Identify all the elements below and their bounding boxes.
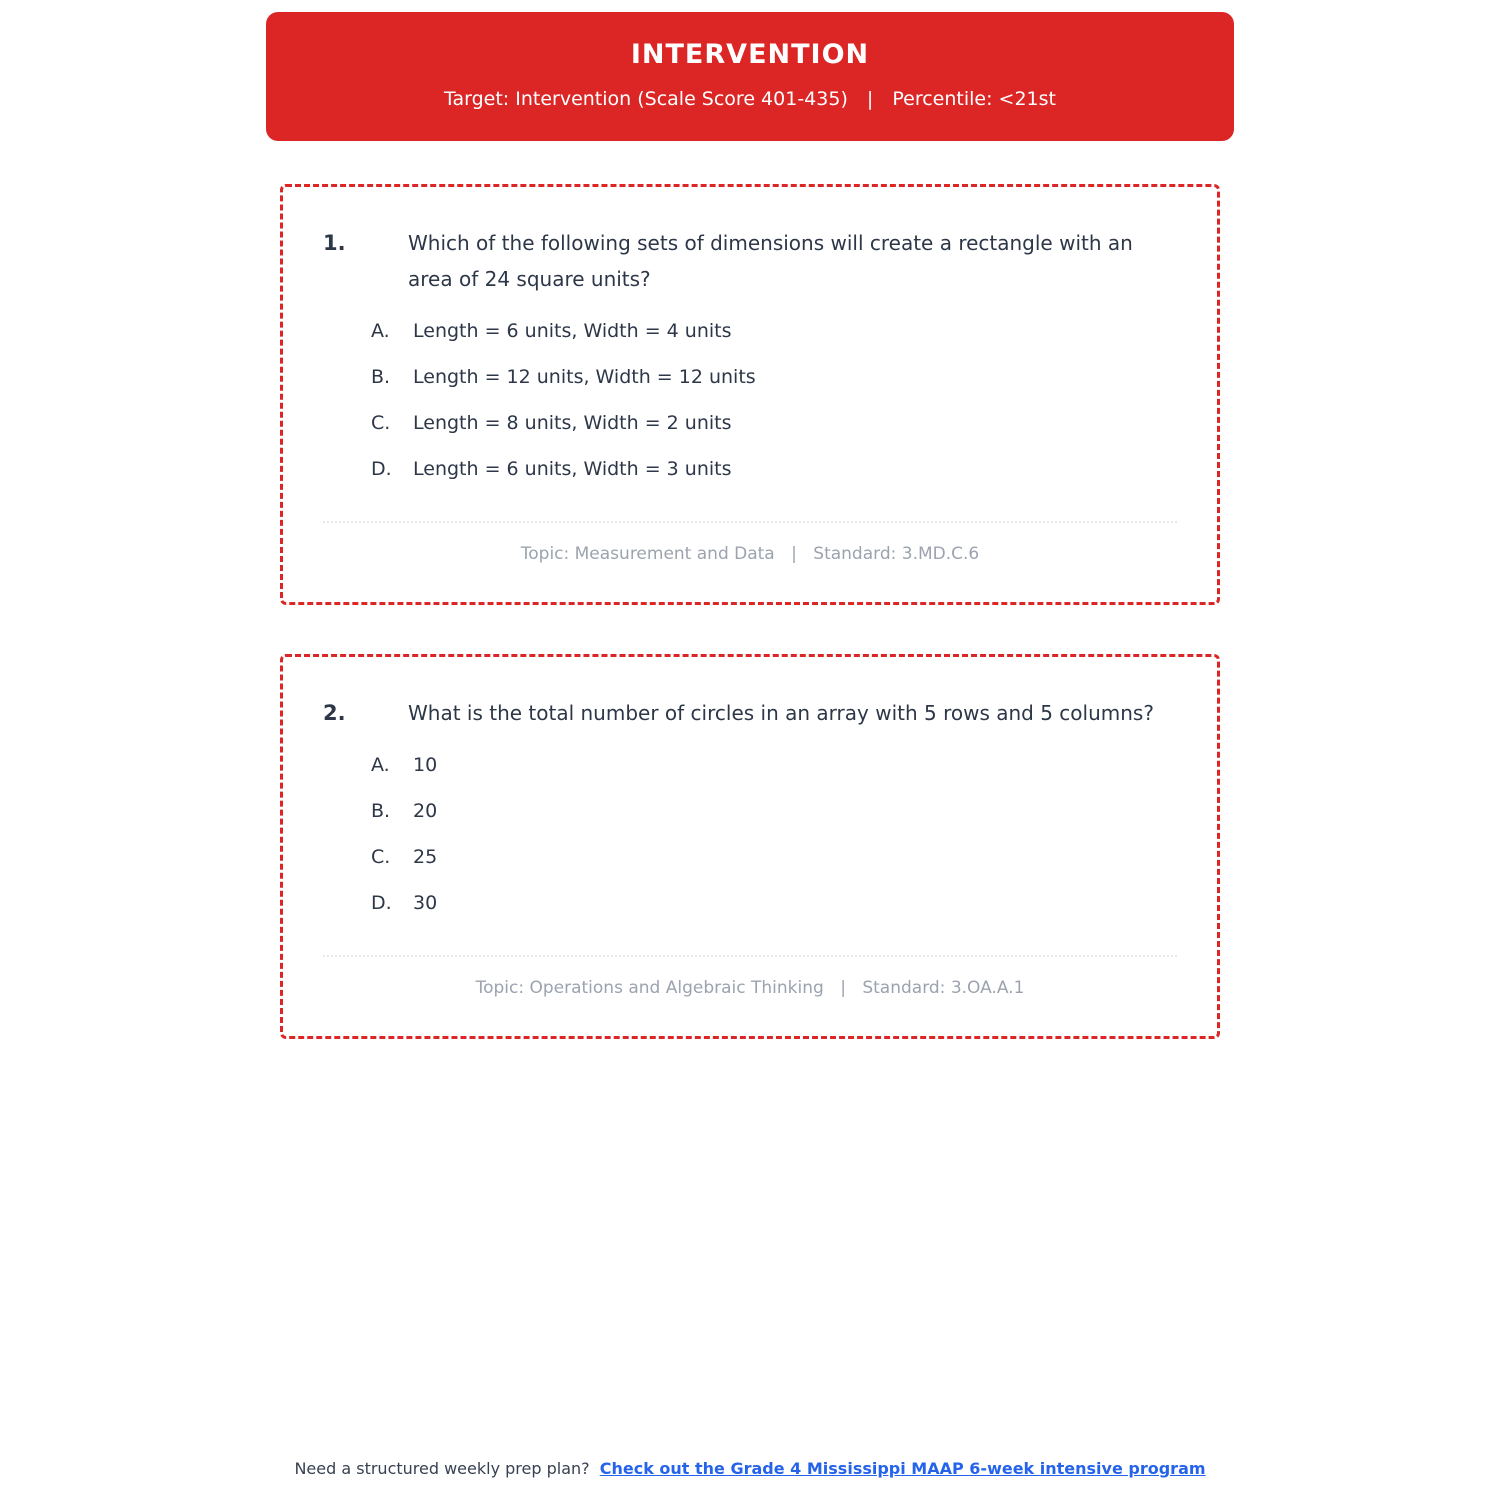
option-letter: B. [371,800,391,823]
topic-label: Topic: Measurement and Data [520,544,775,565]
option-row [371,411,1177,435]
option-text: Length = 6 units, Width = 3 units [413,458,732,481]
option-letter: D. [371,458,392,481]
option-text: 10 [413,754,438,777]
question-1-text: Which of the following sets of dimensions will create a rectangle with an area of 24 square units? [408,231,1133,292]
option-letter: C. [371,412,391,435]
banner-subtitle [286,88,1214,111]
option-row [371,845,1177,869]
meta-separator: | [791,544,797,565]
page-container [266,0,1234,1039]
standard-label: Standard: 3.OA.A.1 [862,978,1025,999]
question-card-2 [280,654,1220,1039]
option-text: Length = 8 units, Width = 2 units [413,412,732,435]
question-card-1 [280,184,1220,605]
question-1-row [323,225,1177,297]
option-letter: C. [371,846,391,869]
option-text: 30 [413,892,438,915]
banner-title: INTERVENTION [630,39,870,70]
option-row [371,365,1177,389]
footer-prompt: Need a structured weekly prep plan? [294,1459,590,1478]
option-row [371,319,1177,343]
option-row [371,799,1177,823]
option-row [371,891,1177,915]
footer [0,1459,1500,1478]
option-row [371,457,1177,481]
topic-label: Topic: Operations and Algebraic Thinking [475,978,824,999]
option-letter: A. [371,320,390,343]
banner-percentile-label: Percentile: <21st [892,88,1056,111]
question-1-meta [323,521,1177,564]
standard-label: Standard: 3.MD.C.6 [813,544,980,565]
option-letter: B. [371,366,391,389]
footer-program-link[interactable]: Check out the Grade 4 Mississippi MAAP 6-week intensive program [599,1459,1206,1478]
meta-separator: | [840,978,846,999]
question-1-number: 1. [323,231,346,256]
option-text: Length = 6 units, Width = 4 units [413,320,732,343]
option-text: Length = 12 units, Width = 12 units [413,366,756,389]
option-text: 20 [413,800,438,823]
option-letter: D. [371,892,392,915]
question-2-number: 2. [323,701,346,726]
question-1-options [371,319,1177,481]
banner-target-label: Target: Intervention (Scale Score 401-435) [444,88,848,111]
question-2-options [371,753,1177,915]
banner-separator: | [866,88,874,111]
question-2-row [323,695,1177,731]
question-2-meta [323,955,1177,998]
question-2-text: What is the total number of circles in an array with 5 rows and 5 columns? [408,701,1154,726]
option-text: 25 [413,846,438,869]
option-row [371,753,1177,777]
option-letter: A. [371,754,390,777]
intervention-banner [266,12,1234,141]
